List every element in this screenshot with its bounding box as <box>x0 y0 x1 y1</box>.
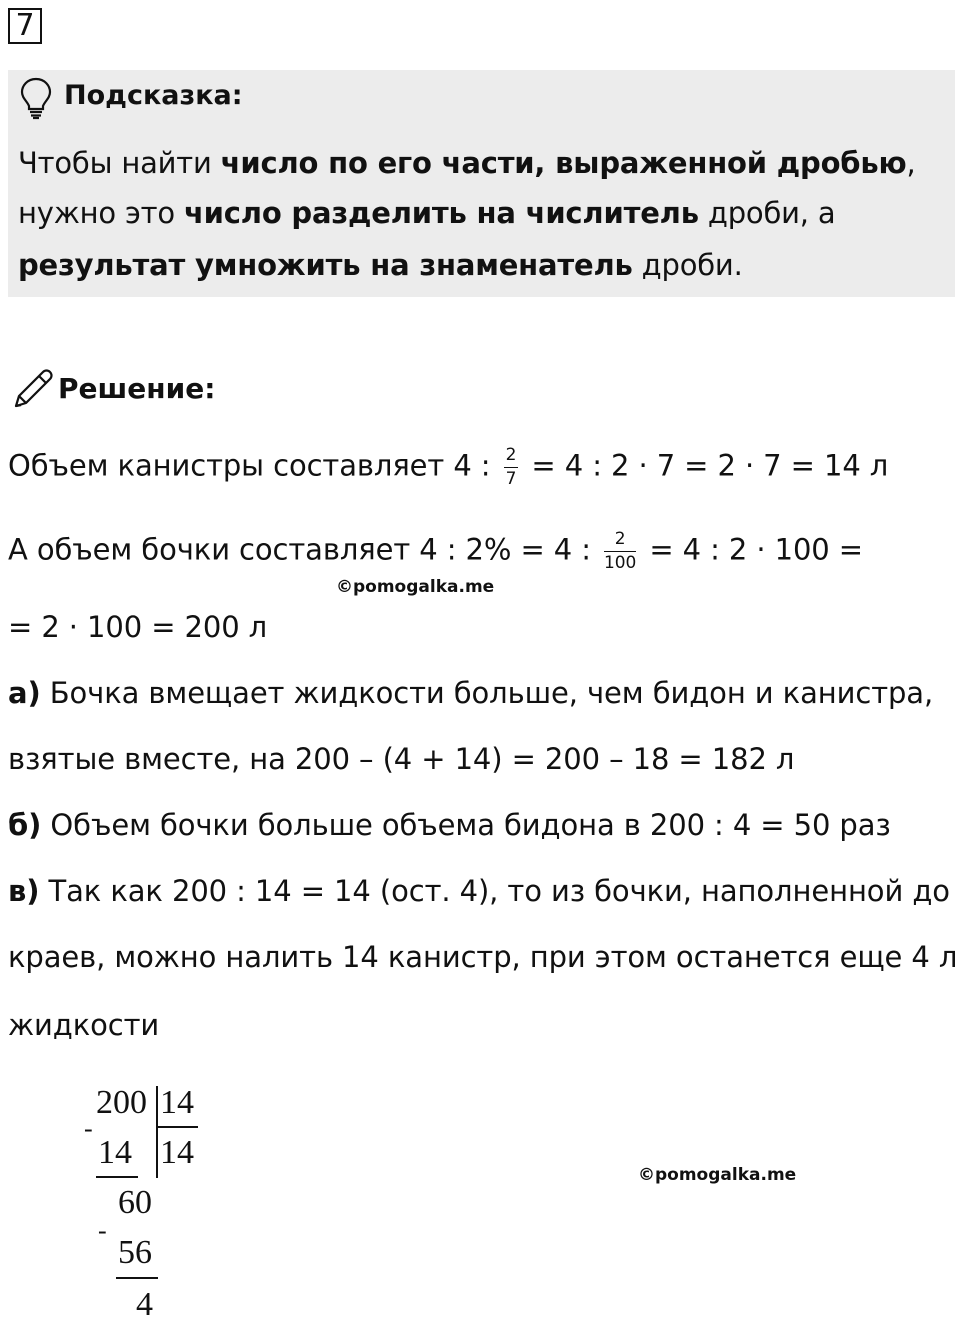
lightbulb-icon <box>18 76 54 120</box>
fraction-two-hundredths <box>604 530 636 573</box>
solution-text: А объем бочки составляет 4 : 2% = 4 : <box>8 532 601 567</box>
answer-text: Так как 200 : 14 = 14 (ост. 4), то из бочки, наполненной до <box>39 874 950 908</box>
hint-text: нужно это <box>18 196 184 230</box>
answer-text: Бочка вмещает жидкости больше, чем бидон и канистра, <box>40 676 934 710</box>
hint-bold-text: число разделить на числитель <box>183 196 699 230</box>
hint-line-2 <box>18 196 835 230</box>
watermark: ©pomogalka.me <box>336 577 495 597</box>
solution-text: Объем канистры составляет 4 : <box>8 448 500 483</box>
hint-text: , <box>906 146 916 180</box>
solution-title: Решение: <box>58 372 216 405</box>
fraction-numerator: 2 <box>604 530 636 552</box>
hint-line-1 <box>18 146 916 180</box>
hint-bold-text: результат умножить на знаменатель <box>18 248 633 282</box>
ld-quotient: 14 <box>160 1134 194 1171</box>
watermark-bottom: ©pomogalka.me <box>638 1165 797 1185</box>
fraction-denominator: 100 <box>604 553 637 573</box>
ld-final-remainder: 4 <box>136 1286 153 1323</box>
hint-text: дроби. <box>632 248 743 282</box>
answer-c-line-2: краев, можно налить 14 канистр, при этом останется еще 4 л <box>8 940 958 974</box>
ld-subtrahend-2: 56 <box>118 1234 152 1271</box>
ld-minus-2: - <box>98 1216 107 1245</box>
ld-minus-1: - <box>84 1114 93 1143</box>
fraction-denominator: 7 <box>505 469 517 489</box>
ld-subtrahend-1: 14 <box>98 1134 132 1171</box>
hint-title: Подсказка: <box>64 80 243 111</box>
ld-rule-2 <box>116 1277 158 1279</box>
solution-text: = 4 : 2 · 7 = 2 · 7 = 14 л <box>522 448 889 483</box>
ld-divisor: 14 <box>160 1084 194 1121</box>
hint-text: Чтобы найти <box>18 146 221 180</box>
ld-rule-1 <box>96 1176 138 1178</box>
ld-dividend: 200 <box>96 1084 147 1121</box>
hint-bold-text: число по его части, выраженной дробью <box>220 146 907 180</box>
ld-vertical-rule <box>156 1086 158 1178</box>
task-number: 7 <box>8 8 42 44</box>
fraction-two-sevenths <box>504 446 519 489</box>
solution-line-canister <box>8 446 888 489</box>
solution-line-barrel-result: = 2 · 100 = 200 л <box>8 610 268 644</box>
answer-label: а) <box>8 676 41 710</box>
answer-a-line-1 <box>8 676 933 710</box>
answer-c-line-3: жидкости <box>8 1008 160 1042</box>
answer-c-line-1 <box>8 874 950 908</box>
pencil-icon <box>10 366 54 412</box>
ld-remainder-1: 60 <box>118 1184 152 1221</box>
answer-label: б) <box>8 808 42 842</box>
answer-b-line <box>8 808 891 842</box>
answer-a-line-2: взятые вместе, на 200 – (4 + 14) = 200 – 18 = 182 л <box>8 742 795 776</box>
fraction-numerator: 2 <box>504 446 519 468</box>
hint-text: дроби, а <box>698 196 836 230</box>
hint-line-3 <box>18 248 743 282</box>
solution-line-barrel <box>8 530 863 573</box>
answer-text: Объем бочки больше объема бидона в 200 : 4 = 50 раз <box>41 808 891 842</box>
ld-quotient-rule <box>158 1126 198 1128</box>
solution-text: = 4 : 2 · 100 = <box>640 532 863 567</box>
answer-label: в) <box>8 874 40 908</box>
